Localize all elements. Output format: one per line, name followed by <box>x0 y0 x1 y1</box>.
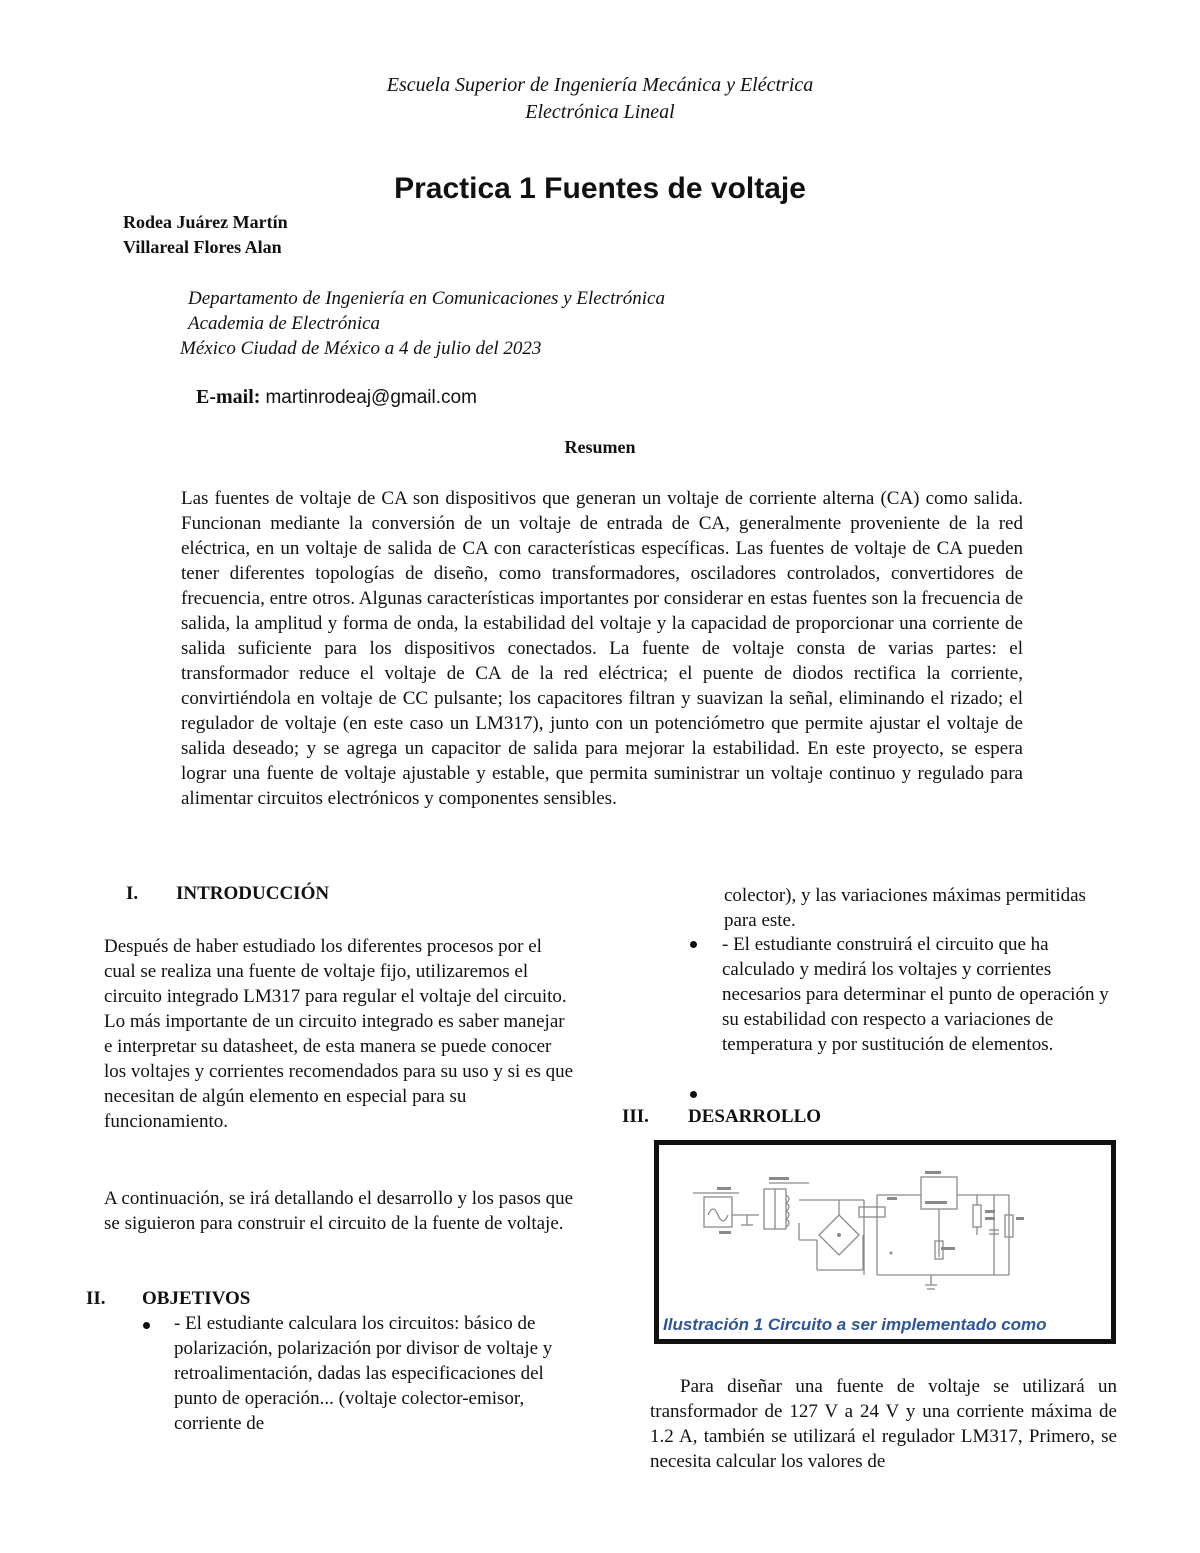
academy: Academia de Electrónica <box>188 313 381 334</box>
school-header <box>0 72 1200 126</box>
course-name: Electrónica Lineal <box>525 101 675 123</box>
department: Departamento de Ingeniería en Comunicaciones y Electrónica <box>188 288 665 309</box>
circuit-figure <box>654 1140 1116 1344</box>
section-heading-development <box>622 1106 821 1128</box>
email-label: E-mail: <box>196 386 261 408</box>
section-title: DESARROLLO <box>688 1106 822 1127</box>
section-number: II. <box>86 1288 106 1309</box>
section-number: III. <box>622 1106 649 1127</box>
section-number: I. <box>126 883 139 904</box>
place-date: México Ciudad de México a 4 de julio del 2023 <box>180 338 542 359</box>
school-name: Escuela Superior de Ingeniería Mecánica y Eléctrica <box>386 74 814 96</box>
abstract-text: Las fuentes de voltaje de CA son dispositivos que generan un voltaje de corriente alterna (CA) como salida. Funcionan mediante la conversión de un voltaje de entrada de CA, generalmente proveniente de la red eléctrica, en un voltaje de salida de CA con características específicas. Las fuentes de voltaje de CA pueden tener diferentes topologías de diseño, como transformadores, osciladores controlados, convertidores de frecuencia, entre otros. Algunas características importantes por considerar en estas fuentes son la frecuencia de salida, la amplitud y forma de onda, la estabilidad del voltaje y la capacidad de proporcionar una corriente de salida suficiente para los dispositivos conectados. La fuente de voltaje consta de varias partes: el transformador reduce el voltaje de CA de la red eléctrica; el puente de diodos rectifica la corriente, convirtiéndola en voltaje de CC pulsante; los capacitores filtran y suavizan la señal, eliminando el rizado; el regulador de voltaje (en este caso un LM317), junto con un potenciómetro que permite ajustar el voltaje de salida deseado; y se agrega un capacitor de salida para mejorar la estabilidad. En este proyecto, se espera lograr una fuente de voltaje ajustable y estable, que permita suministrar un voltaje continuo y regulado para alimentar circuitos electrónicos y componentes sensibles. <box>181 488 1023 809</box>
paper-title: Practica 1 Fuentes de voltaje <box>394 172 806 205</box>
email-address: martinrodeaj@gmail.com <box>265 387 477 408</box>
objective-item-continued: colector), y las variaciones máximas permitidas para este. <box>724 885 1086 931</box>
author-name: Rodea Juárez Martín <box>123 212 288 232</box>
objective-item: - El estudiante construirá el circuito que ha calculado y medirá los voltajes y corrientes necesarios para determinar el punto de operación y su estabilidad con respecto a variaciones de temperatura y por sustitución de elementos. <box>722 934 1109 1055</box>
development-paragraph: Para diseñar una fuente de voltaje se utilizará un transformador de 127 V a 24 V y una corriente máxima de 1.2 A, también se utilizará el regulador LM317, Primero, se necesita calcular los valores de <box>650 1376 1117 1472</box>
figure-caption: Ilustración 1 Circuito a ser implementado como <box>663 1315 1047 1334</box>
author-list <box>123 210 288 260</box>
section-heading-objectives <box>86 1288 250 1310</box>
bullet-dot <box>690 1091 697 1098</box>
author-name: Villareal Flores Alan <box>123 237 282 257</box>
circuit-schematic <box>659 1145 1111 1315</box>
email-line <box>196 386 477 409</box>
section-title: OBJETIVOS <box>142 1288 251 1309</box>
intro-paragraph: Después de haber estudiado los diferentes procesos por el cual se realiza una fuente de voltaje fijo, utilizaremos el circuito integrado LM317 para regular el voltaje del circuito. Lo más importante de un circuito integrado es saber manejar e interpretar su datasheet, de esta manera se puede conocer los voltajes y corrientes recomendados para su uso y si es que necesitan de algún elemento en especial para su funcionamiento. <box>104 936 574 1132</box>
objective-item: - El estudiante calculara los circuitos: básico de polarización, polarización por divisor de voltaje y retroalimentación, dadas las especificaciones del punto de operación... (voltaje colector-emisor, corriente de <box>174 1313 553 1434</box>
bullet-dot <box>143 1322 150 1329</box>
affiliation <box>180 286 665 361</box>
bullet-dot <box>690 941 697 948</box>
intro-paragraph: A continuación, se irá detallando el desarrollo y los pasos que se siguieron para construir el circuito de la fuente de voltaje. <box>104 1188 574 1234</box>
section-title: INTRODUCCIÓN <box>176 883 330 904</box>
abstract-heading: Resumen <box>564 437 636 457</box>
section-heading-intro <box>126 883 329 905</box>
